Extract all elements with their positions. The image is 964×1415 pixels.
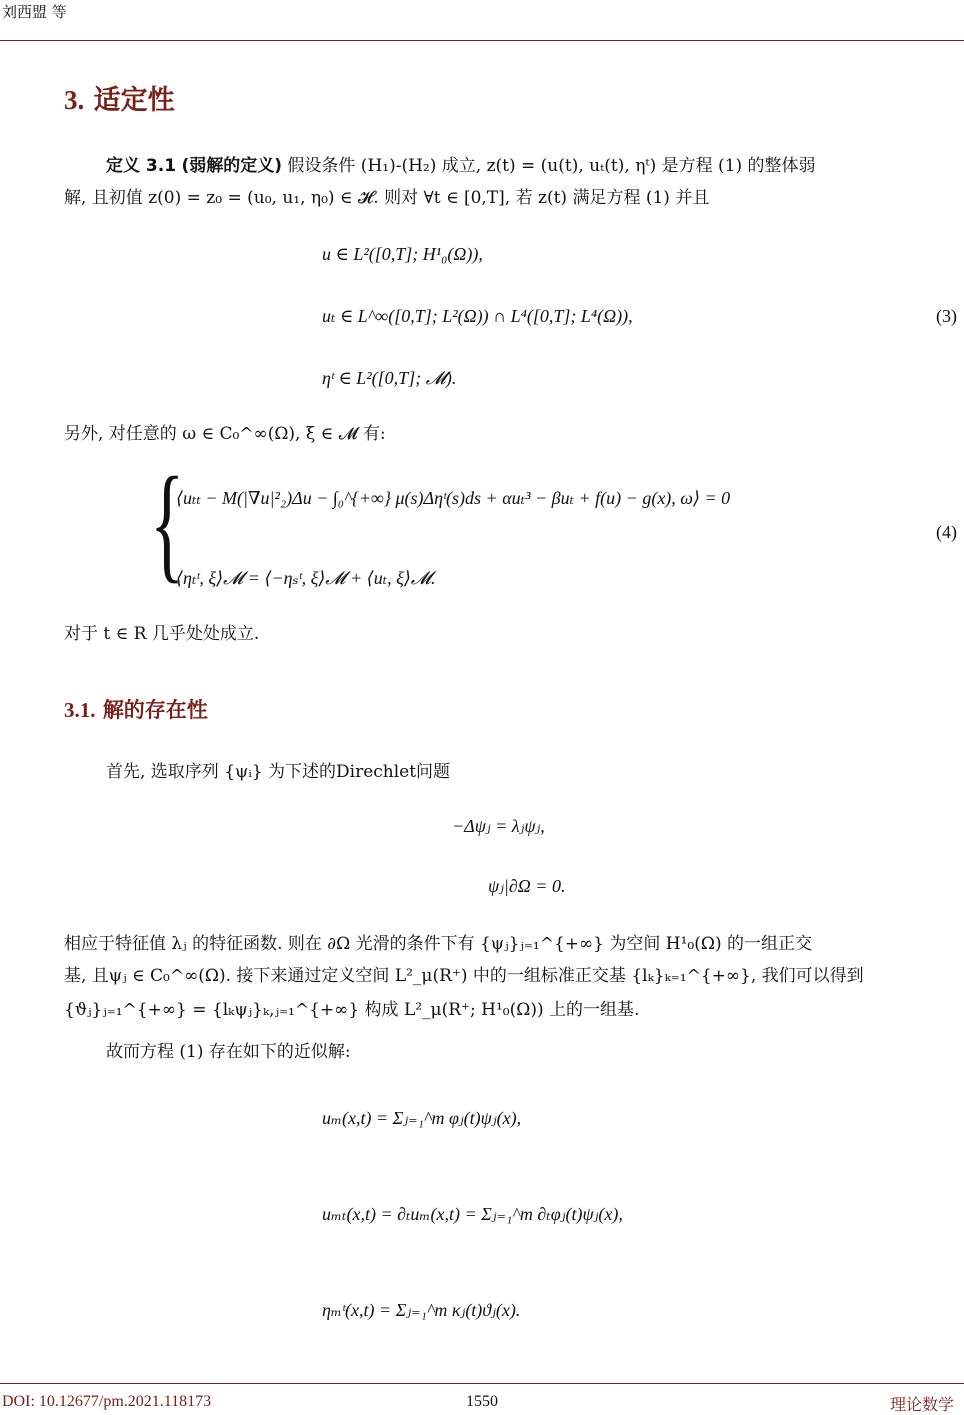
- left-brace: {: [150, 451, 185, 595]
- para-eigen-line-2: 基, 且ψⱼ ∈ C₀^∞(Ω). 接下来通过定义空间 L²_μ(R⁺) 中的一组标准正交基 {lₖ}ₖ₌₁^{+∞}, 我们可以得到: [64, 966, 864, 986]
- definition-line-1: [106, 152, 964, 180]
- header-rule: [0, 40, 964, 41]
- eq3-line-2: uₜ ∈ L^∞([0,T]; L²(Ω)) ∩ L⁴([0,T]; L⁴(Ω)),: [322, 306, 633, 326]
- eq3-number: (3): [936, 306, 957, 326]
- para-approx: 故而方程 (1) 存在如下的近似解:: [106, 1042, 351, 1062]
- para-eigen-line-3: {ϑⱼ}ⱼ₌₁^{+∞} = {lₖψⱼ}ₖ,ⱼ₌₁^{+∞} 构成 L²_μ(R⁺; H¹₀(Ω)) 上的一组基.: [64, 1000, 640, 1020]
- footer-doi-link[interactable]: DOI: 10.12677/pm.2021.118173: [2, 1393, 212, 1410]
- eq3-line-3: ηᵗ ∈ L²([0,T]; 𝓜).: [322, 368, 457, 388]
- subsection-heading: [64, 694, 208, 724]
- section-title: 适定性: [93, 85, 175, 116]
- section-heading: [64, 78, 175, 117]
- approx-eq-2: uₘₜ(x,t) = ∂ₜuₘ(x,t) = Σⱼ₌₁^m ∂ₜφⱼ(t)ψⱼ(x),: [322, 1204, 623, 1224]
- footer-journal-name: 理论数学: [890, 1395, 955, 1414]
- definition-name: (弱解的定义): [181, 156, 282, 176]
- subsection-number: 3.1.: [64, 698, 96, 722]
- subsection-title: 解的存在性: [102, 698, 208, 722]
- running-header-authors: 刘西盟 等: [2, 3, 67, 21]
- besides-text: 另外, 对任意的 ω ∈ C₀^∞(Ω), ξ ∈ 𝓜 有:: [64, 424, 386, 444]
- footer-page-number: 1550: [466, 1393, 498, 1410]
- eq4-number: (4): [936, 522, 957, 542]
- eq4-line-2: ⟨ηₜᵗ, ξ⟩𝓜 = ⟨−ηₛᵗ, ξ⟩𝓜 + ⟨uₜ, ξ⟩𝓜.: [176, 568, 436, 588]
- holds-text: 对于 t ∈ R 几乎处处成立.: [64, 624, 260, 644]
- eq4-line-1: ⟨uₜₜ − M(|∇u|²₂)Δu − ∫₀^{+∞} μ(s)Δηᵗ(s)ds + αuₜ³ − βuₜ + f(u) − g(x), ω⟩ = 0: [176, 488, 731, 508]
- approx-eq-3: ηₘᵗ(x,t) = Σⱼ₌₁^m κⱼ(t)ϑⱼ(x).: [322, 1300, 521, 1320]
- para-eigen-line-1: 相应于特征值 λⱼ 的特征函数. 则在 ∂Ω 光滑的条件下有 {ψⱼ}ⱼ₌₁^{+∞} 为空间 H¹₀(Ω) 的一组正交: [64, 934, 813, 954]
- dirichlet-eq-2: ψⱼ|∂Ω = 0.: [488, 876, 566, 896]
- definition-line-2: 解, 且初值 z(0) = z₀ = (u₀, u₁, η₀) ∈ 𝓗. 则对 ∀t ∈ [0,T], 若 z(t) 满足方程 (1) 并且: [64, 188, 710, 208]
- definition-text-1: 假设条件 (H₁)-(H₂) 成立, z(t) = (u(t), uₜ(t), ηᵗ) 是方程 (1) 的整体弱: [287, 156, 816, 176]
- approx-eq-1: uₘ(x,t) = Σⱼ₌₁^m φⱼ(t)ψⱼ(x),: [322, 1108, 522, 1128]
- eq3-line-1: u ∈ L²([0,T]; H¹₀(Ω)),: [322, 244, 483, 264]
- section-number: 3.: [64, 85, 85, 115]
- dirichlet-eq-1: −Δψⱼ = λⱼψⱼ,: [452, 816, 545, 836]
- definition-label: 定义 3.1: [106, 156, 177, 176]
- para-first: 首先, 选取序列 {ψᵢ} 为下述的Direchlet问题: [106, 762, 451, 782]
- footer-rule: [0, 1383, 964, 1384]
